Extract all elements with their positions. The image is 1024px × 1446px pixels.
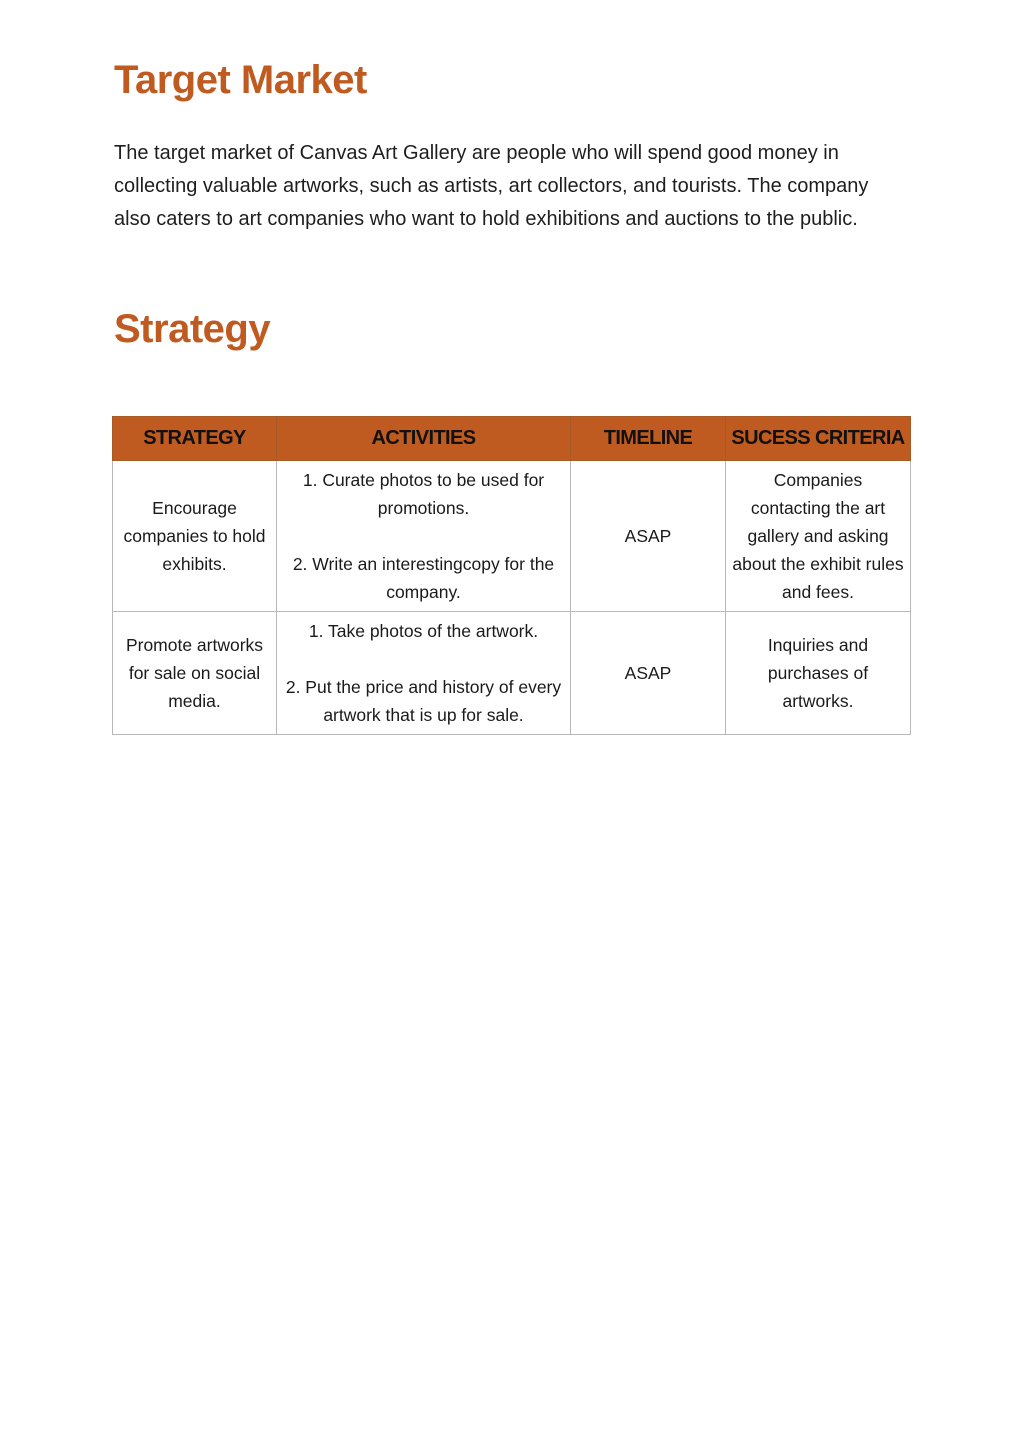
cell-timeline: ASAP — [571, 461, 726, 612]
table-row — [113, 612, 911, 735]
strategy-heading: Strategy — [114, 307, 271, 351]
activity-item: 2. Write an interestingcopy for the company. — [292, 554, 555, 602]
header-activities: ACTIVITIES — [277, 417, 571, 461]
target-market-paragraph: The target market of Canvas Art Gallery are people who will spend good money in collecting valuable artworks, such as artists, art collectors, and tourists. The company also caters to art companies who want to hold exhibitions and auctions to the public. — [114, 142, 869, 230]
cell-activities — [277, 461, 571, 612]
header-strategy: STRATEGY — [113, 417, 277, 461]
activity-item: 1. Take photos of the artwork. — [308, 621, 539, 641]
strategy-table — [112, 416, 911, 735]
cell-success-criteria: Inquiries and purchases of artworks. — [726, 612, 911, 735]
cell-success-criteria: Companies contacting the art gallery and asking about the exhibit rules and fees. — [726, 461, 911, 612]
target-market-heading: Target Market — [114, 58, 367, 102]
cell-activities — [277, 612, 571, 735]
cell-strategy: Encourage companies to hold exhibits. — [113, 461, 277, 612]
table-header-row — [113, 417, 911, 461]
header-success-criteria: SUCESS CRITERIA — [726, 417, 911, 461]
cell-timeline: ASAP — [571, 612, 726, 735]
header-timeline: TIMELINE — [571, 417, 726, 461]
cell-strategy: Promote artworks for sale on social media. — [113, 612, 277, 735]
activity-item: 2. Put the price and history of every artwork that is up for sale. — [285, 677, 562, 725]
table-row — [113, 461, 911, 612]
activity-item: 1. Curate photos to be used for promotions. — [302, 470, 545, 518]
